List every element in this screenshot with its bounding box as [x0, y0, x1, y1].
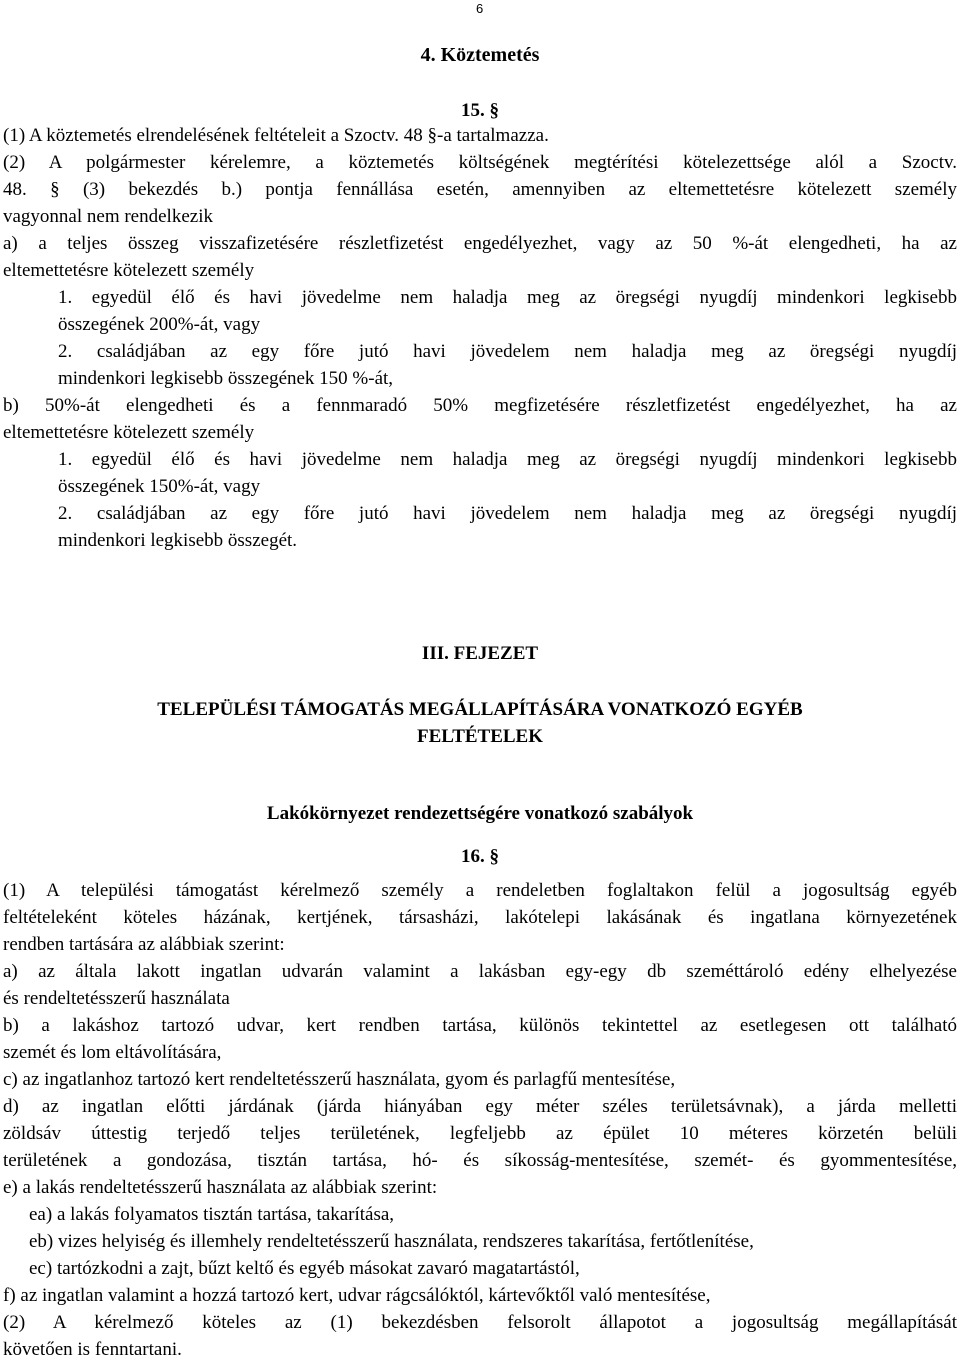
- text-line: a) az általa lakott ingatlan udvarán valamint a lakásban egy-egy db szeméttároló edény elhelyezése: [3, 961, 957, 982]
- text-line: vagyonnal nem rendelkezik: [3, 206, 213, 227]
- text-line: ec) tartózkodni a zajt, bűzt keltő és egyéb másokat zavaró magatartástól,: [29, 1258, 580, 1279]
- text-line: 2. családjában az egy főre jutó havi jövedelem nem haladja meg az öregségi nyugdíj: [58, 341, 957, 362]
- text-line: c) az ingatlanhoz tartozó kert rendeltetésszerű használata, gyom és parlagfű mentesítése,: [3, 1069, 676, 1090]
- chapter-heading: III. FEJEZET: [421, 643, 539, 664]
- text-line: a) a teljes összeg visszafizetésére részletfizetést engedélyezhet, vagy az 50 %-át elengedheti, ha az: [3, 233, 957, 254]
- text-line: eltemettetésre kötelezett személy: [3, 422, 255, 443]
- text-line: 1. egyedül élő és havi jövedelme nem haladja meg az öregségi nyugdíj mindenkori legkisebb: [58, 287, 957, 308]
- chapter-title-line-2: FELTÉTELEK: [416, 726, 544, 747]
- text-line: összegének 150%-át, vagy: [58, 476, 261, 497]
- text-line: összegének 200%-át, vagy: [58, 314, 261, 335]
- page-number: 6: [476, 1, 484, 16]
- text-line: zöldsáv úttestig terjedő teljes területének, legfeljebb az épület 10 méteres körzetén belüli: [3, 1123, 957, 1144]
- text-line: területének a gondozása, tisztán tartása, hó- és síkosság-mentesítése, szemét- és gyommentesítése,: [3, 1150, 957, 1171]
- text-line: d) az ingatlan előtti járdának (járda hiányában egy méter széles területsávnak), a járda melletti: [3, 1096, 957, 1117]
- text-line: szemét és lom eltávolítására,: [3, 1042, 222, 1063]
- text-line: 1. egyedül élő és havi jövedelme nem haladja meg az öregségi nyugdíj mindenkori legkisebb: [58, 449, 957, 470]
- text-line: eb) vizes helyiség és illemhely rendeltetésszerű használata, rendszeres takarítása, fertőtlenítése,: [29, 1231, 754, 1252]
- text-line: követően is fenntartani.: [3, 1339, 182, 1360]
- text-line: mindenkori legkisebb összegének 150 %-át,: [58, 368, 394, 389]
- text-line: b) 50%-át elengedheti és a fennmaradó 50% megfizetésére részletfizetést engedélyezhet, ha az: [3, 395, 957, 416]
- text-line: (1) A köztemetés elrendelésének feltételeit a Szoctv. 48 §-a tartalmazza.: [3, 125, 549, 146]
- text-line: (2) A kérelmező köteles az (1) bekezdésben felsorolt állapotot a jogosultság megállapítását: [3, 1312, 957, 1333]
- text-line: feltételeként köteles házának, kertjének, társasházi, lakótelepi lakásának és ingatlana környezetének: [3, 907, 957, 928]
- text-line: mindenkori legkisebb összegét.: [58, 530, 298, 551]
- text-line: ea) a lakás folyamatos tisztán tartása, takarítása,: [29, 1204, 395, 1225]
- text-line: b) a lakáshoz tartozó udvar, kert rendben tartása, különös tekintettel az esetlegesen ott található: [3, 1015, 957, 1036]
- text-line: (2) A polgármester kérelemre, a köztemetés költségének megtérítési kötelezettsége alól a Szoctv.: [3, 152, 957, 173]
- text-line: 2. családjában az egy főre jutó havi jövedelem nem haladja meg az öregségi nyugdíj: [58, 503, 957, 524]
- text-line: eltemettetésre kötelezett személy: [3, 260, 255, 281]
- chapter-title-line-1: TELEPÜLÉSI TÁMOGATÁS MEGÁLLAPÍTÁSÁRA VONATKOZÓ EGYÉB: [157, 699, 803, 720]
- text-line: (1) A települési támogatást kérelmező személy a rendeletben foglaltakon felül a jogosultság egyéb: [3, 880, 957, 901]
- section-title: 4. Köztemetés: [420, 44, 540, 66]
- paragraph-number-15: 15. §: [461, 100, 499, 121]
- text-line: rendben tartására az alábbiak szerint:: [3, 934, 285, 955]
- paragraph-number-16: 16. §: [461, 846, 499, 867]
- text-line: e) a lakás rendeltetésszerű használata az alábbiak szerint:: [3, 1177, 438, 1198]
- text-line: 48. § (3) bekezdés b.) pontja fennállása esetén, amennyiben az eltemettetésre kötelezett személy: [3, 179, 957, 200]
- text-line: f) az ingatlan valamint a hozzá tartozó kert, udvar rágcsálóktól, kártevőktől való mentesítése,: [3, 1285, 711, 1306]
- text-line: és rendeltetésszerű használata: [3, 988, 230, 1009]
- section-subtitle: Lakókörnyezet rendezettségére vonatkozó szabályok: [266, 803, 694, 824]
